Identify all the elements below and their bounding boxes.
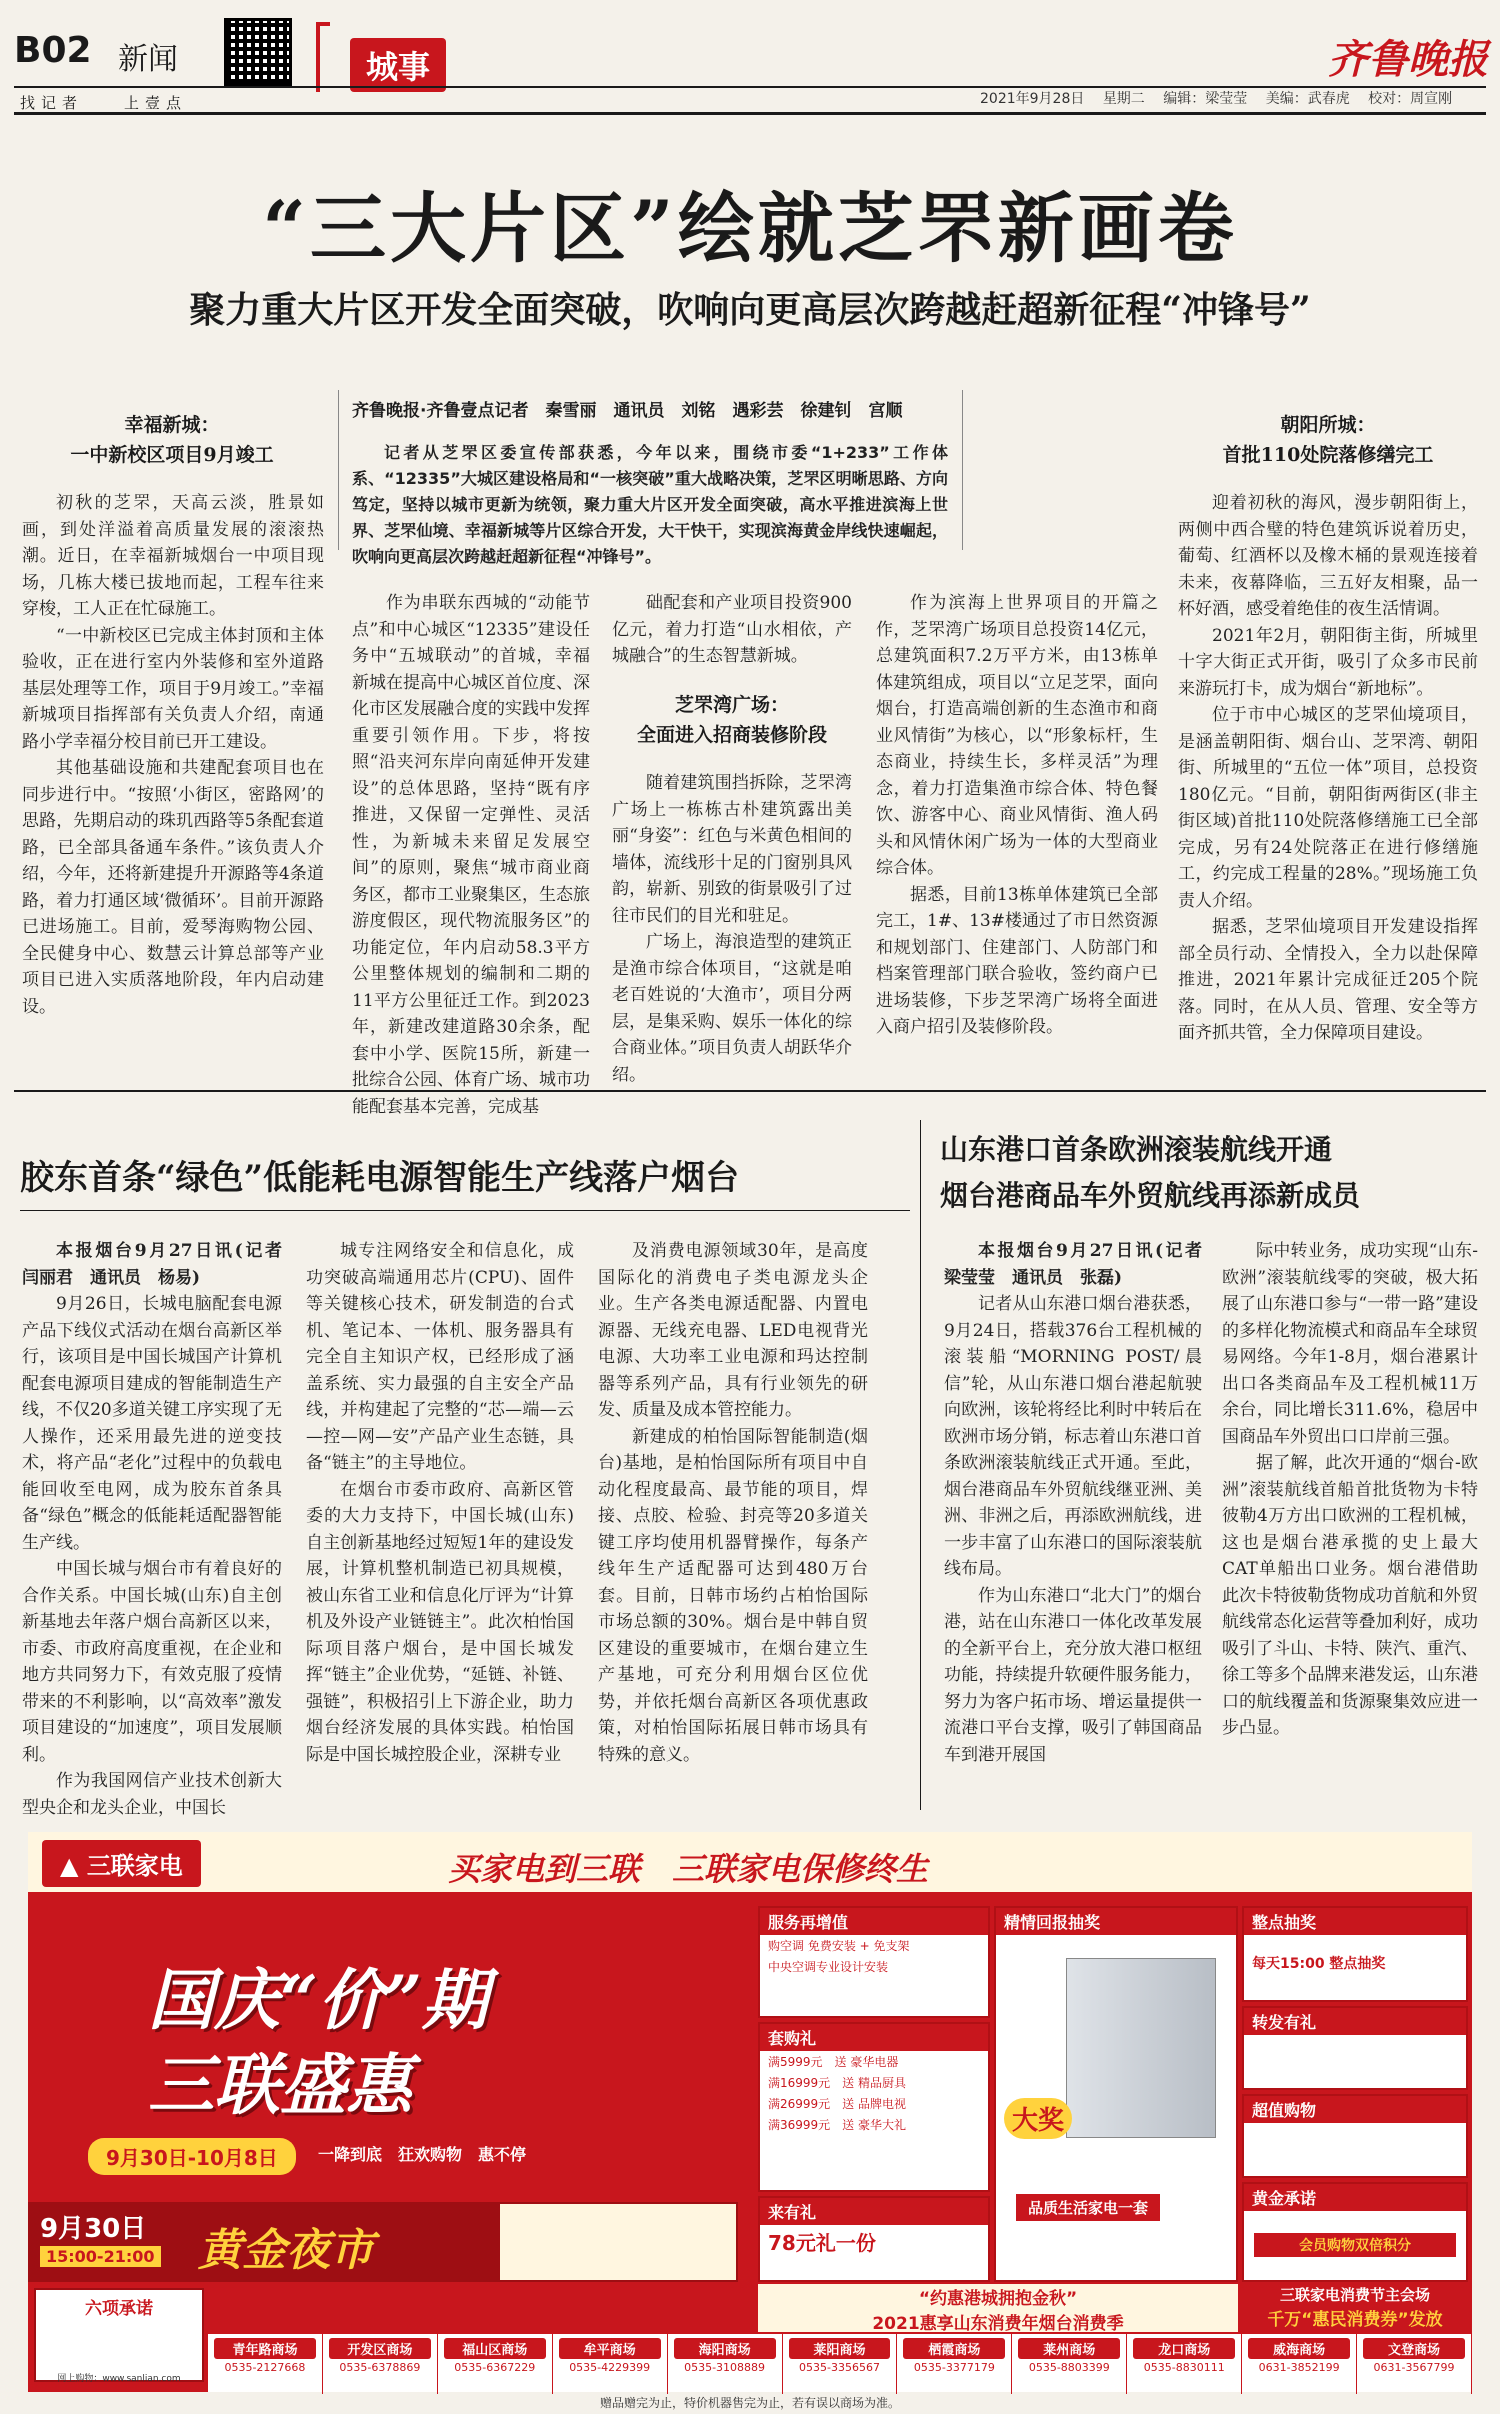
offer-box-gift-title: 来有礼 [760, 2198, 988, 2225]
store-item [668, 2334, 783, 2394]
right-subhead-line2: 首批110处院落修缮完工 [1222, 444, 1434, 466]
store-phone: 0535-8803399 [1028, 2361, 1110, 2374]
article3-title-1: 山东港口首条欧洲滚装航线开通 [940, 1133, 1333, 1166]
store-item [1357, 2334, 1472, 2394]
night-market-time: 15:00-21:00 [40, 2246, 161, 2267]
promo-dates: 9月30日-10月8日 [88, 2138, 296, 2175]
offer-box-share-title: 转发有礼 [1244, 2008, 1466, 2035]
store-name: 文登商场 [1363, 2338, 1465, 2359]
lead-column-4: 作为滨海上世界项目的开篇之作，芝罘湾广场项目总投资14亿元，总建筑面积7.2万平方米，由13栋单体建筑组成，项目以“立足芝罘，面向烟台，打造高端创新的生态渔市和商业风情街”为核心，以“形象标杆，生态商业，持续生长，多样灵活”为理念，着力打造集渔市综合体、特色餐饮、游客中心、商业风情街、渔人码头和风情休闲广场为一体的大型商业综合体。 据悉，目前13栋单体建筑已全部完工，1#、13#楼通过了市日然资源和规划部门、住建部门、人防部门和档案管理部门联合验收，签约商户已进场装修，下步芝罘湾广场将全面进入商户招引及装修阶段。 [876, 593, 1158, 1037]
store-item [897, 2334, 1012, 2394]
store-item [438, 2334, 553, 2394]
store-item [323, 2334, 438, 2394]
article2-column-3: 及消费电源领域30年，是高度国际化的消费电子类电源龙头企业。生产各类电源适配器、内置电源器、无线充电器、LED电视背光电源、大功率工业电源和玛达控制器等系列产品，具有行业领先的研发、质量及成本管控能力。 新建成的柏怡国际智能制造(烟台)基地，是柏怡国际所有项目中自动化程度最高、最节能的项目，焊接、点胶、检验、封亮等20多道关键工序均使用机器臂操作，每条产线年生产适配器可达到480万台套。目前，日韩市场约占柏怡国际市场总额的30%。烟台是中韩自贸区建设的重要城市，在烟台建立生产基地，可充分利用烟台区位优势，并依托烟台高新区各项优惠政策，对柏怡国际拓展日韩市场具有特殊的意义。 [598, 1241, 868, 1765]
right-subhead-line1: 朝阳所城： [1280, 414, 1376, 436]
article2-title: 胶东首条“绿色”低能耗电源智能生产线落户烟台 [20, 1158, 740, 1198]
page-number: B02 [14, 30, 92, 71]
ad-bottom-note: 赠品赠完为止，特价机器售完为止，若有误以商场为准。 [599, 2396, 900, 2410]
holiday-headline-1: 国庆“价”期 [148, 1961, 488, 2039]
store-item [208, 2334, 323, 2394]
lead-intro: 记者从芝罘区委宣传部获悉，今年以来，围绕市委“1+233”工作体系、“12335”大城区建设格局和“一核突破”重大战略决策，芝罘区明晰思路、方向笃定，坚持以城市更新为统领，聚力重大片区开发全面突破，高水平推进滨海上世界、芝罘仙境、幸福新城等片区综合开发，大干快干，实现滨海黄金岸线快速崛起，吹响向更高层次跨越赶超新征程“冲锋号”。 [352, 443, 948, 566]
lead-subtitle: 聚力重大片区开发全面突破，吹响向更高层次跨越赶超新征程“冲锋号” [189, 289, 1311, 331]
consumption-banner-line1: “约惠港城拥抱金秋” [918, 2289, 1078, 2309]
offer-box-lottery-title: 精情回报抽奖 [996, 1908, 1236, 1935]
consumption-banner [758, 2284, 1238, 2332]
store-item [783, 2334, 898, 2394]
offer-box-share [1242, 2006, 1468, 2090]
lead-bottom-rule [14, 1090, 1486, 1092]
ad-brand: ▲ 三联家电 [42, 1840, 201, 1887]
store-name: 威海商场 [1248, 2338, 1350, 2359]
store-phone: 0535-6378869 [339, 2361, 421, 2374]
masthead-rule-bottom [14, 112, 1486, 115]
store-item [1012, 2334, 1127, 2394]
lead-column-1: 初秋的芝罘，天高云淡，胜景如画，到处洋溢着高质量发展的滚滚热潮。近日，在幸福新城烟台一中项目现场，几栋大楼已拔地而起，工程车往来穿梭，工人正在忙碌施工。 “一中新校区已完成主体封顶和主体验收，正在进行室内外装修和室外道路基层处理等工作，项目于9月竣工。”幸福新城项目指挥部有关负责人介绍，南通路小学幸福分校目前已开工建设。 其他基础设施和共建配套项目也在同步进行中。“按照‘小街区，密路网’的思路，先期启动的珠玑西路等5条配套道路，已全部具备通车条件。”该负责人介绍，今年，还将新建提升开源路等4条道路，着力打通区域‘微循环’。目前开源路已进场施工。目前，爱琴海购物公园、全民健身中心、数慧云计算总部等产业项目已进入实质落地阶段，年内启动建设。 [22, 493, 324, 1017]
article3-title-2: 烟台港商品车外贸航线再添新成员 [940, 1179, 1361, 1212]
offer-box-service-line1: 购空调 免费安装 + 免支架 [768, 1939, 910, 1953]
section-name: 新闻 [118, 42, 178, 77]
store-phone: 0535-3377179 [913, 2361, 995, 2374]
offer-box-gift-line: 78元礼一份 [768, 2231, 876, 2255]
lead-title: “三大片区”绘就芝罘新画卷 [262, 184, 1238, 273]
left-subhead-line1: 幸福新城： [124, 414, 220, 436]
store-name: 莱州商场 [1018, 2338, 1120, 2359]
offer-box-service-title: 服务再增值 [760, 1908, 988, 1935]
store-phone: 0535-2127668 [224, 2361, 306, 2374]
store-phone: 0631-3852199 [1258, 2361, 1340, 2374]
offer-box-lottery [994, 1906, 1238, 2282]
article3-column-2: 际中转业务，成功实现“山东-欧洲”滚装航线零的突破，极大拓展了山东港口参与“一带一路”建设的多样化物流模式和商品车全球贸易网络。今年1-8月，烟台港累计出口各类商品车及工程机械11万余台，同比增长311.6%，稳居中国商品车外贸出口口岸前三强。 据了解，此次开通的“烟台-欧洲”滚装航线首船首批货物为卡特彼勒4万方出口欧洲的工程机械，这也是烟台港承揽的史上最大CAT单船出口业务。烟台港借助此次卡特彼勒货物成功首航和外贸航线常态化运营等叠加利好，成功吸引了斗山、卡特、陕汽、重汽、徐工等多个品牌来港发运，山东港口的航线覆盖和货源聚集效应进一步凸显。 [1222, 1241, 1478, 1738]
night-market-date: 9月30日 [40, 2214, 147, 2244]
bundle-tier-4: 满36999元 送 豪华大礼 [768, 2118, 906, 2132]
voucher-banner [1242, 2284, 1468, 2332]
left-subhead-line2: 一中新校区项目9月竣工 [70, 444, 274, 466]
offer-box-gold [1242, 2182, 1468, 2282]
offer-box-hourly-draw-line: 每天15:00 整点抽奖 [1252, 1956, 1386, 1972]
store-item [1127, 2334, 1242, 2394]
offer-box-hourly-draw-title: 整点抽奖 [1244, 1908, 1466, 1935]
offer-box-bundle-title: 套购礼 [760, 2024, 988, 2051]
consumption-banner-line2: 2021惠享山东消费年烟台消费季 [872, 2314, 1124, 2334]
offer-box-value [1242, 2094, 1468, 2178]
offer-box-value-title: 超值购物 [1244, 2096, 1466, 2123]
article2-rule [20, 1210, 910, 1211]
bundle-tier-1: 满5999元 送 豪华电器 [768, 2055, 899, 2069]
store-item [553, 2334, 668, 2394]
proofreader: 校对：周宣刚 [1368, 91, 1453, 107]
store-name: 开发区商场 [329, 2338, 431, 2359]
store-name: 栖霞商场 [903, 2338, 1005, 2359]
night-market [28, 2202, 498, 2282]
left-subhead [20, 410, 324, 470]
editor: 编辑：梁莹莹 [1163, 91, 1248, 107]
grand-prize-badge: 大奖 [1004, 2098, 1072, 2139]
article-divider [920, 1120, 921, 1810]
store-phone: 0535-3356567 [799, 2361, 880, 2374]
qr-code-icon [224, 18, 292, 86]
store-name: 海阳商场 [674, 2338, 776, 2359]
six-promises [34, 2288, 204, 2382]
intro-right-rule [962, 390, 963, 550]
bundle-tier-3: 满26999元 送 品牌电视 [768, 2097, 906, 2111]
channel-bracket [316, 22, 330, 92]
night-market-title: 黄金夜市 [198, 2225, 374, 2276]
right-subhead [1176, 410, 1480, 470]
appliance-image [1066, 1958, 1216, 2138]
ad-website: 网上购物：www.sanlian.com [57, 2374, 181, 2384]
lead-column-5: 迎着初秋的海风，漫步朝阳街上，两侧中西合璧的特色建筑诉说着历史，葡萄、红酒杯以及橡木桶的景观连接着未来，夜幕降临，三五好友相聚，品一杯好酒，感受着绝佳的夜生活情调。 2021年2月，朝阳街主街，所城里十字大街正式开街，吸引了众多市民前来游玩打卡，成为烟台“新地标”。 位于市中心城区的芝罘仙境项目，是涵盖朝阳街、烟台山、芝罘湾、朝阳街、所城里的“五位一体”项目，总投资180亿元。“目前，朝阳街两街区(非主街区域)首批110处院落修缮施工已全部完成，另有24处院落正在进行修缮施工，约完成工程量的28%。”现场施工负责人介绍。 据悉，芝罘仙境项目开发建设指挥部全员行动、全情投入，全力以赴保障推进，2021年累计完成征迁205个院落。同时，在从人员、管理、安全等方面齐抓共管，全力保障项目建设。 [1178, 493, 1478, 1043]
article2-column-2: 城专注网络安全和信息化，成功突破高端通用芯片(CPU)、固件等关键核心技术，研发制造的台式机、笔记本、一体机、服务器具有完全自主知识产权，已经形成了涵盖系统、实力最强的自主安全产品线，并构建起了完整的“芯—端—云—控—网—安”产品产业生态链，具备“链主”的主导地位。 在烟台市委市政府、高新区管委的大力支持下，中国长城(山东)自主创新基地经过短短1年的建设发展，计算机整机制造已初具规模，被山东省工业和信息化厅评为“计算机及外设产业链链主”。此次柏怡国际项目落户烟台，是中国长城发挥“链主”企业优势，“延链、补链、强链”，积极招引上下游企业，助力烟台经济发展的具体实践。柏怡国际是中国长城控股企业，深耕专业 [306, 1241, 574, 1765]
article2-dateline: 本报烟台9月27日讯(记者 闫丽君 通讯员 杨易) [22, 1241, 299, 1288]
mid-subhead [612, 690, 852, 750]
voucher-banner-line1: 三联家电消费节主会场 [1279, 2286, 1430, 2304]
advertisement [28, 1832, 1472, 2392]
store-phone: 0535-3108889 [684, 2361, 766, 2374]
store-phone: 0535-6367229 [454, 2361, 536, 2374]
lead-column-3b: 随着建筑围挡拆除，芝罘湾广场上一栋栋古朴建筑露出美丽“身姿”：红色与米黄色相间的墙体，流线形十足的门窗别具风韵，崭新、别致的街景吸引了过往市民们的目光和驻足。 广场上，海浪造型的建筑正是渔市综合体项目，“这就是咱老百姓说的‘大渔市’，项目分两层，是集采购、娱乐一体化的综合商业体。”项目负责人胡跃华介绍。 [612, 773, 852, 1085]
grand-prize-desc: 品质生活家电一套 [1016, 2194, 1160, 2221]
store-name: 牟平商场 [559, 2338, 661, 2359]
intro-left-rule [338, 390, 339, 550]
store-name: 莱阳商场 [789, 2338, 891, 2359]
offer-box-hourly-draw [1242, 1906, 1468, 2002]
article3-dateline: 本报烟台9月27日讯(记者 梁莹莹 通讯员 张磊) [944, 1241, 1219, 1288]
slogan-left: 找记者 [20, 94, 84, 112]
ad-header [28, 1832, 1472, 1892]
night-market-offers [498, 2202, 738, 2282]
voucher-banner-line2: 千万“惠民消费券”发放 [1267, 2310, 1443, 2330]
offer-box-gold-title: 黄金承诺 [1244, 2184, 1466, 2211]
store-name: 福山区商场 [444, 2338, 546, 2359]
offer-box-gift [758, 2196, 990, 2282]
channel-badge: 城事 [350, 38, 446, 92]
promo-tagline: 一降到底 狂欢购物 惠不停 [318, 2145, 527, 2164]
offer-box-service-line2: 中央空调专业设计安装 [768, 1960, 889, 1974]
slogan-right: 上壹点 [124, 94, 188, 112]
offer-box-service [758, 1906, 990, 2018]
holiday-headline-2: 三联盛惠 [148, 2046, 412, 2124]
offer-box-gold-line: 会员购物双倍积分 [1254, 2233, 1456, 2257]
brand-logo-icon: ▲ [60, 1852, 87, 1880]
store-item [1242, 2334, 1357, 2394]
article3-column-1: 本报烟台9月27日讯(记者 梁莹莹 通讯员 张磊) 记者从山东港口烟台港获悉，9月24日，搭载376台工程机械的滚装船“MORNING POST/晨信”轮，从山东港口烟台港起航驶向欧洲，该轮将经比利时中转后在欧洲市场分销，标志着山东港口首条欧洲滚装航线正式开通。至此，烟台港商品车外贸航线继亚洲、美洲、非洲之后，再添欧洲航线，进一步丰富了山东港口的国际滚装航线布局。 作为山东港口“北大门”的烟台港，站在山东港口一体化改革发展的全新平台上，充分放大港口枢纽功能，持续提升软硬件服务能力，努力为客户拓市场、增运量提供一流港口平台支撑，吸引了韩国商品车到港开展国 [944, 1238, 1202, 1808]
designer: 美编：武春虎 [1265, 91, 1350, 107]
bundle-tier-2: 满16999元 送 精品厨具 [768, 2076, 906, 2090]
mid-subhead-line2: 全面进入招商装修阶段 [636, 724, 827, 746]
issue-date: 2021年9月28日 [980, 91, 1085, 107]
store-name: 龙口商场 [1133, 2338, 1235, 2359]
ad-slogan: 买家电到三联 三联家电保修终生 [448, 1850, 929, 1888]
store-name: 青年路商场 [214, 2338, 316, 2359]
lead-column-2: 作为串联东西城的“动能节点”和中心城区“12335”建设任务中“五城联动”的首城，幸福新城在提高中心城区首位度、深化市区发展融合度的实践中发挥重要引领作用。下步，将按照“沿夹河东岸向南延伸开发建设”的总体思路，坚持“既有序推进，又保留一定弹性、灵活性，为新城未来留足发展空间”的原则，聚焦“城市商业商务区，都市工业聚集区，生态旅游度假区，现代物流服务区”的功能定位，年内启动58.3平方公里整体规划的编制和二期的11平方公里征迁工作。到2023年，新建改建道路30余条，配套中小学、医院15所，新建一批综合公园、体育广场、城市功能配套基本完善，完成基 [352, 593, 590, 1117]
newspaper-logo: 齐鲁晚报 [1328, 36, 1488, 83]
lead-column-3a: 础配套和产业项目投资900亿元，着力打造“山水相依，产城融合”的生态智慧新城。 [612, 593, 852, 666]
masthead-info [980, 88, 1452, 108]
lead-byline: 齐鲁晚报·齐鲁壹点记者 秦雪丽 通讯员 刘铭 遇彩芸 徐建钊 宫顺 [352, 401, 903, 421]
six-promises-title: 六项承诺 [85, 2299, 153, 2319]
issue-weekday: 星期二 [1102, 91, 1145, 107]
store-phone: 0535-8830111 [1143, 2361, 1225, 2374]
store-phone: 0631-3567799 [1373, 2361, 1455, 2374]
article2-column-1: 本报烟台9月27日讯(记者 闫丽君 通讯员 杨易) 9月26日，长城电脑配套电源产品下线仪式活动在烟台高新区举行，该项目是中国长城国产计算机配套电源项目建成的智能制造生产线，不仅20多道关键工序实现了无人操作，还采用最先进的逆变技术，将产品“老化”过程中的负载电能回收至电网，成为胶东首条具备“绿色”概念的低能耗适配器智能生产线。 中国长城与烟台市有着良好的合作关系。中国长城(山东)自主创新基地去年落户烟台高新区以来，市委、市政府高度重视，在企业和地方共同努力下，有效克服了疫情带来的不利影响，以“高效率”激发项目建设的“加速度”，项目发展顺利。 作为我国网信产业技术创新大型央企和龙头企业，中国长 [22, 1238, 282, 1808]
mid-subhead-line1: 芝罘湾广场： [674, 694, 789, 716]
offer-box-bundle [758, 2022, 990, 2192]
store-strip [208, 2334, 1472, 2392]
store-phone: 0535-4229399 [569, 2361, 651, 2374]
